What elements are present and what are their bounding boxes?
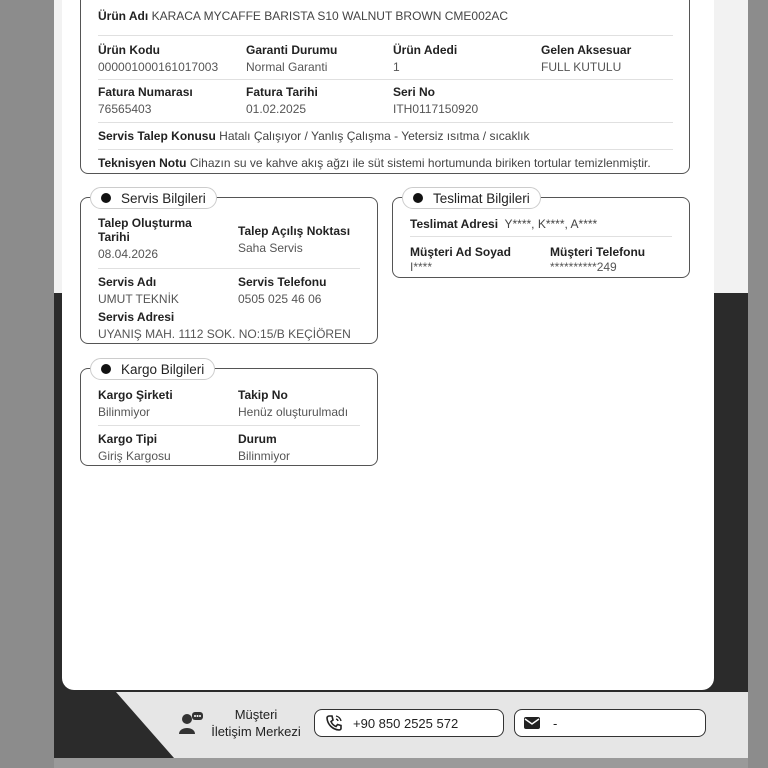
phone-contact-button[interactable]: [314, 709, 504, 737]
field-value: 01.02.2025: [246, 102, 307, 116]
customer-phone: [550, 245, 645, 274]
field-label: Talep Oluşturma Tarihi: [98, 216, 192, 244]
service-name: [98, 275, 179, 306]
footer-bottom-strip: [54, 758, 748, 768]
bullet-icon: [101, 364, 111, 374]
field-value: 0505 025 46 06: [238, 292, 322, 306]
field-value: UMUT TEKNİK: [98, 292, 179, 306]
product-quantity: [393, 43, 457, 74]
frame-left: [0, 0, 54, 768]
service-address: [98, 310, 351, 341]
divider: [98, 268, 360, 269]
support-agent-icon: [178, 710, 204, 736]
contact-center-line1: Müşteri: [234, 707, 278, 722]
field-label: Fatura Tarihi: [246, 85, 318, 99]
field-label: Kargo Tipi: [98, 432, 158, 446]
warranty-status: [246, 43, 337, 74]
field-label: Servis Telefonu: [238, 275, 327, 289]
serial-number: [393, 85, 478, 116]
field-label: Takip No: [238, 388, 288, 402]
frame-right: [748, 0, 768, 768]
field-value: UYANIŞ MAH. 1112 SOK. NO:15/B KEÇİÖREN: [98, 327, 351, 341]
cargo-status: [238, 432, 290, 463]
technician-note-row: [98, 156, 651, 170]
field-value: Saha Servis: [238, 241, 303, 255]
cargo-company: [98, 388, 173, 419]
field-label: Fatura Numarası: [98, 85, 193, 99]
product-info-box: [80, 0, 690, 174]
phone-icon: [325, 714, 343, 732]
service-phone: [238, 275, 326, 306]
field-label: Ürün Kodu: [98, 43, 160, 57]
divider: [98, 149, 673, 150]
request-created: [98, 216, 218, 261]
bullet-icon: [413, 193, 423, 203]
field-value: Bilinmiyor: [98, 405, 151, 419]
cargo-type: [98, 432, 171, 463]
field-value: 08.04.2026: [98, 247, 159, 261]
divider: [98, 35, 673, 36]
included-accessories: [541, 43, 631, 74]
service-subject-label: Servis Talep Konusu: [98, 129, 216, 143]
field-label: Seri No: [393, 85, 436, 99]
product-name-row: [98, 9, 508, 23]
contact-center-label: [204, 706, 308, 740]
divider: [410, 236, 672, 237]
service-info-box: [80, 197, 378, 344]
field-value: I****: [410, 260, 433, 274]
field-label: Servis Adı: [98, 275, 157, 289]
field-label: Müşteri Telefonu: [550, 245, 646, 259]
technician-note-label: Teknisyen Notu: [98, 156, 187, 170]
service-form-card: [62, 0, 714, 690]
divider: [98, 79, 673, 80]
mail-icon: [523, 715, 541, 731]
request-point: [238, 224, 350, 255]
divider: [98, 122, 673, 123]
cargo-info-box: [80, 368, 378, 466]
field-label: Servis Adresi: [98, 310, 175, 324]
field-value: 1: [393, 60, 400, 74]
divider: [98, 425, 360, 426]
section-title-text: Kargo Bilgileri: [121, 361, 205, 377]
field-label: Gelen Aksesuar: [541, 43, 632, 57]
field-value: Henüz oluşturulmadı: [238, 405, 349, 419]
invoice-number: [98, 85, 193, 116]
section-title-text: Teslimat Bilgileri: [433, 190, 530, 206]
phone-number: +90 850 2525 572: [353, 715, 459, 731]
field-value: 000001000161017003: [98, 60, 219, 74]
invoice-date: [246, 85, 318, 116]
delivery-address-value: Y****, K****, A****: [504, 217, 598, 231]
field-label: Kargo Şirketi: [98, 388, 173, 402]
field-label: Müşteri Ad Soyad: [410, 245, 511, 259]
contact-center-line2: İletişim Merkezi: [211, 724, 301, 739]
delivery-address-row: [410, 217, 597, 231]
field-value: Normal Garanti: [246, 60, 328, 74]
technician-note-value: Cihazın su ve kahve akış ağzı ile süt sistemi hortumunda biriken tortular temizlenmiştir.: [189, 156, 651, 170]
field-value: **********249: [550, 260, 617, 274]
field-value: FULL KUTULU: [541, 60, 622, 74]
section-title-text: Servis Bilgileri: [121, 190, 206, 206]
service-section-title: [90, 187, 217, 209]
delivery-address-label: Teslimat Adresi: [410, 217, 499, 231]
field-value: 76565403: [98, 102, 152, 116]
customer-name: [410, 245, 511, 274]
tracking-number: [238, 388, 348, 419]
field-label: Talep Açılış Noktası: [238, 224, 351, 238]
field-value: ITH0117150920: [393, 102, 479, 116]
document-sheet: [54, 0, 748, 768]
cargo-section-title: [90, 358, 215, 380]
field-value: Bilinmiyor: [238, 449, 291, 463]
field-label: Ürün Adedi: [393, 43, 458, 57]
delivery-info-box: [392, 197, 690, 278]
service-subject-value: Hatalı Çalışıyor / Yanlış Çalışma - Yetersiz ısıtma / sıcaklık: [219, 129, 530, 143]
field-value: Giriş Kargosu: [98, 449, 171, 463]
product-code: [98, 43, 218, 74]
bullet-icon: [101, 193, 111, 203]
field-label: Durum: [238, 432, 277, 446]
contact-footer: [54, 692, 748, 758]
service-subject-row: [98, 129, 529, 143]
email-address: -: [553, 715, 558, 731]
field-label: Garanti Durumu: [246, 43, 338, 57]
email-contact-button[interactable]: [514, 709, 706, 737]
delivery-section-title: [402, 187, 541, 209]
product-name-label: Ürün Adı: [98, 9, 149, 23]
product-name-value: KARACA MYCAFFE BARISTA S10 WALNUT BROWN CME002AC: [151, 9, 509, 23]
